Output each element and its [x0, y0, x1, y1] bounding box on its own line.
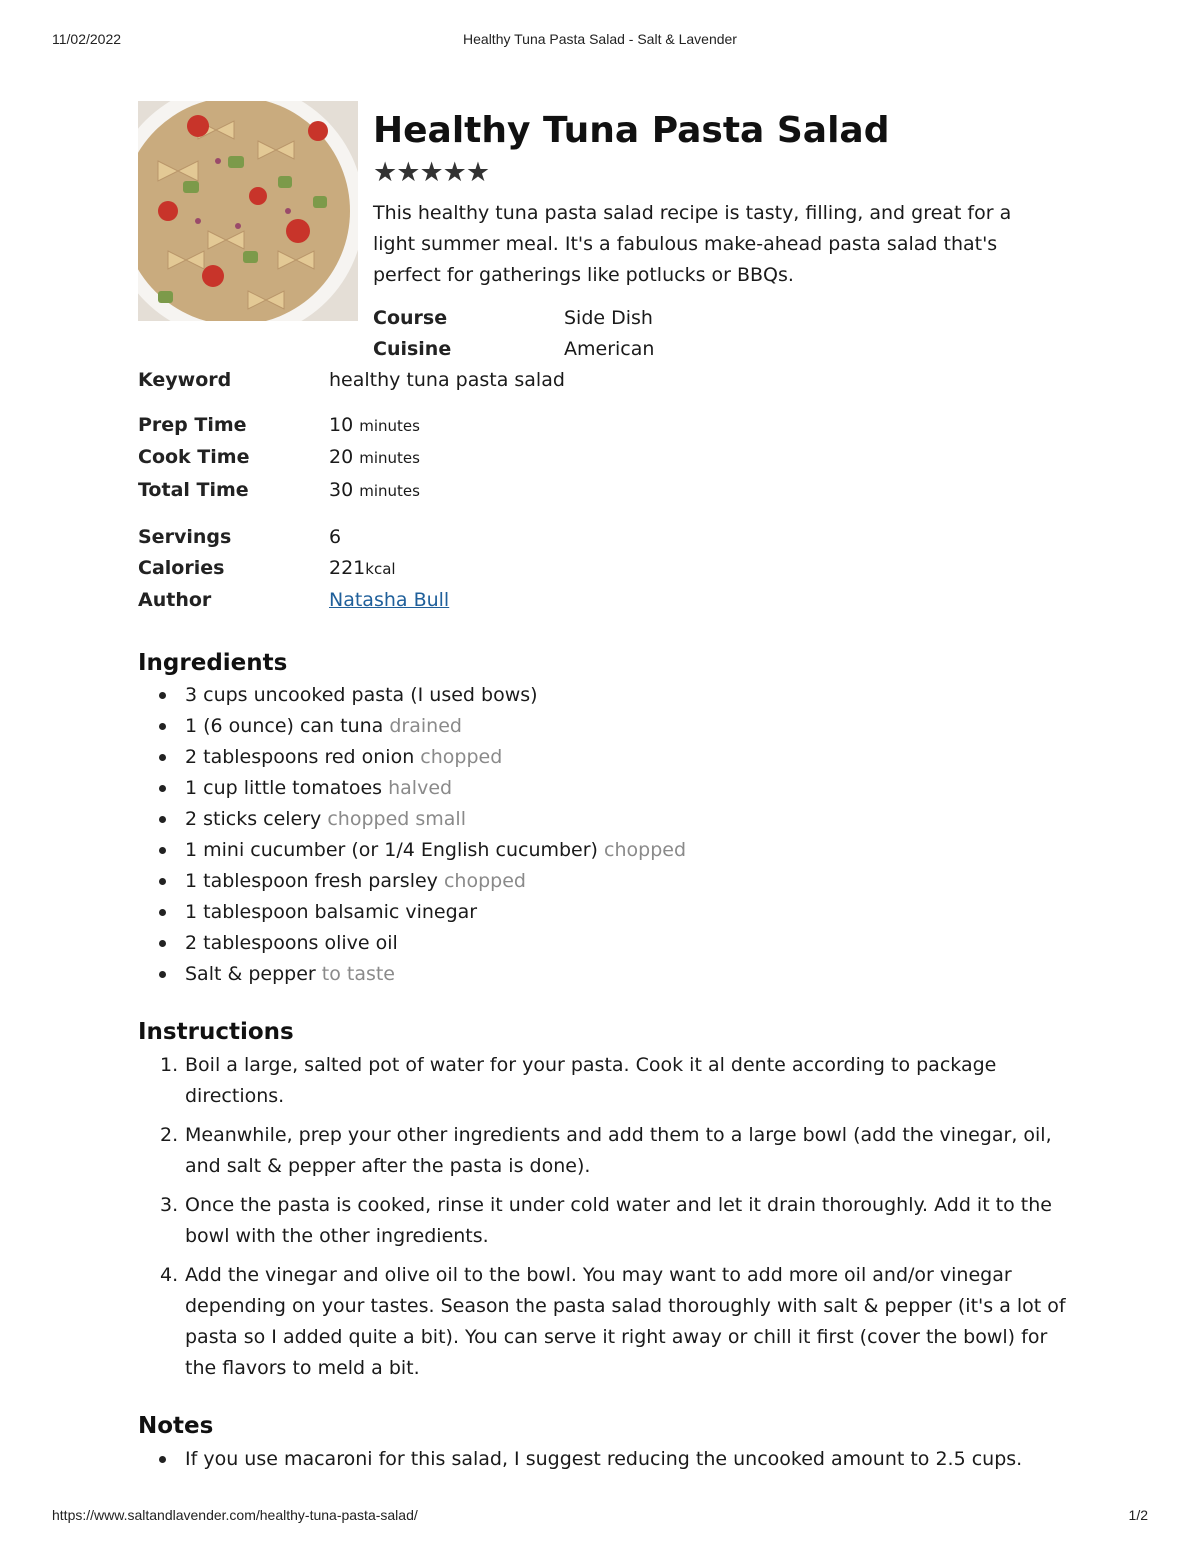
- notes-heading: Notes: [138, 1413, 214, 1439]
- star-icon: ★: [465, 157, 490, 188]
- ingredient-item: [138, 928, 1038, 959]
- meta-label: Prep Time: [138, 414, 247, 436]
- ingredient-note: chopped small: [327, 808, 466, 830]
- meta-unit: kcal: [365, 560, 396, 578]
- ingredient-note: drained: [389, 715, 462, 737]
- ingredient-note: chopped: [443, 870, 526, 892]
- step-text: Meanwhile, prep your other ingredients and add them to a large bowl (add the vinegar, oil, and salt & pepper after the pasta is done).: [185, 1124, 1052, 1177]
- print-url: https://www.saltandlavender.com/healthy-tuna-pasta-salad/: [52, 1507, 418, 1523]
- star-icon: ★: [442, 157, 466, 188]
- meta-label: Servings: [138, 526, 232, 548]
- ingredient-item: [138, 959, 1038, 990]
- meta-unit: minutes: [359, 482, 420, 500]
- ingredients-heading: Ingredients: [138, 650, 288, 676]
- ingredient-note: to taste: [321, 963, 395, 985]
- meta-label: Cuisine: [373, 338, 452, 360]
- notes-list: [138, 1444, 1068, 1475]
- instruction-step: [138, 1120, 1068, 1182]
- star-icon: ★: [373, 157, 397, 188]
- meta-label: Total Time: [138, 479, 249, 501]
- meta-label: Keyword: [138, 369, 232, 391]
- step-number: 3.: [160, 1194, 179, 1216]
- meta-value: 20: [329, 446, 354, 468]
- ingredient-text: 1 tablespoon fresh parsley: [185, 870, 438, 892]
- ingredients-list: [138, 680, 1038, 990]
- step-text: Once the pasta is cooked, rinse it under cold water and let it drain thoroughly. Add it to the bowl with the other ingredients.: [185, 1194, 1052, 1247]
- meta-label: Course: [373, 307, 448, 329]
- meta-value: 10: [329, 414, 354, 436]
- step-text: Add the vinegar and olive oil to the bowl. You may want to add more oil and/or vinegar depending on your tastes. Season the pasta salad thoroughly with salt & pepper (it's a lot of pasta so I added quite a bit). You can serve it right away or chill it first (cover the bowl) for the flavors to meld a bit.: [185, 1264, 1066, 1379]
- rating-stars: [373, 159, 489, 187]
- recipe-summary: This healthy tuna pasta salad recipe is tasty, filling, and great for a light summer meal. It's a fabulous make-ahead pasta salad that's perfect for gatherings like potlucks or BBQs.: [373, 202, 1012, 286]
- step-number: 2.: [160, 1124, 179, 1146]
- meta-value: Side Dish: [564, 307, 653, 329]
- meta-value: 221: [329, 557, 366, 579]
- instructions-list: [138, 1050, 1068, 1392]
- ingredient-item: [138, 835, 1038, 866]
- ingredient-item: [138, 680, 1038, 711]
- step-text: Boil a large, salted pot of water for your pasta. Cook it al dente according to package directions.: [185, 1054, 997, 1107]
- ingredient-item: [138, 711, 1038, 742]
- ingredient-text: 1 tablespoon balsamic vinegar: [185, 901, 478, 923]
- instruction-step: [138, 1260, 1068, 1384]
- ingredient-note: chopped: [420, 746, 503, 768]
- instruction-step: [138, 1190, 1068, 1252]
- instructions-heading: Instructions: [138, 1019, 294, 1045]
- meta-label: Calories: [138, 557, 225, 579]
- star-icon: ★: [396, 157, 420, 188]
- print-date: 11/02/2022: [52, 31, 122, 47]
- ingredient-note: chopped: [604, 839, 687, 861]
- ingredient-text: 1 cup little tomatoes: [185, 777, 383, 799]
- step-number: 4.: [160, 1264, 179, 1286]
- print-page-title: Healthy Tuna Pasta Salad - Salt & Lavender: [463, 31, 737, 47]
- recipe-title: Healthy Tuna Pasta Salad: [373, 110, 890, 151]
- meta-label: Cook Time: [138, 446, 250, 468]
- ingredient-item: [138, 866, 1038, 897]
- meta-unit: minutes: [359, 449, 420, 467]
- meta-value: 30: [329, 479, 354, 501]
- meta-unit: minutes: [359, 417, 420, 435]
- print-page-number: 1/2: [1128, 1507, 1148, 1523]
- ingredient-text: 2 tablespoons olive oil: [185, 932, 398, 954]
- recipe-photo: [138, 101, 358, 321]
- ingredient-item: [138, 804, 1038, 835]
- ingredient-note: halved: [388, 777, 453, 799]
- ingredient-text: Salt & pepper: [185, 963, 316, 985]
- ingredient-text: 1 mini cucumber (or 1/4 English cucumber): [185, 839, 598, 861]
- meta-value: American: [564, 338, 655, 360]
- ingredient-item: [138, 897, 1038, 928]
- ingredient-text: 3 cups uncooked pasta (I used bows): [185, 684, 538, 706]
- meta-label: Author: [138, 589, 212, 611]
- ingredient-text: 2 sticks celery: [185, 808, 322, 830]
- meta-value: healthy tuna pasta salad: [329, 369, 565, 391]
- note-item: If you use macaroni for this salad, I suggest reducing the uncooked amount to 2.5 cups.: [138, 1444, 1068, 1475]
- ingredient-text: 2 tablespoons red onion: [185, 746, 415, 768]
- step-number: 1.: [160, 1054, 179, 1076]
- meta-value: 6: [329, 526, 342, 548]
- instruction-step: [138, 1050, 1068, 1112]
- star-icon: ★: [419, 157, 443, 188]
- ingredient-text: 1 (6 ounce) can tuna: [185, 715, 384, 737]
- ingredient-item: [138, 773, 1038, 804]
- author-link[interactable]: Natasha Bull: [329, 589, 450, 611]
- ingredient-item: [138, 742, 1038, 773]
